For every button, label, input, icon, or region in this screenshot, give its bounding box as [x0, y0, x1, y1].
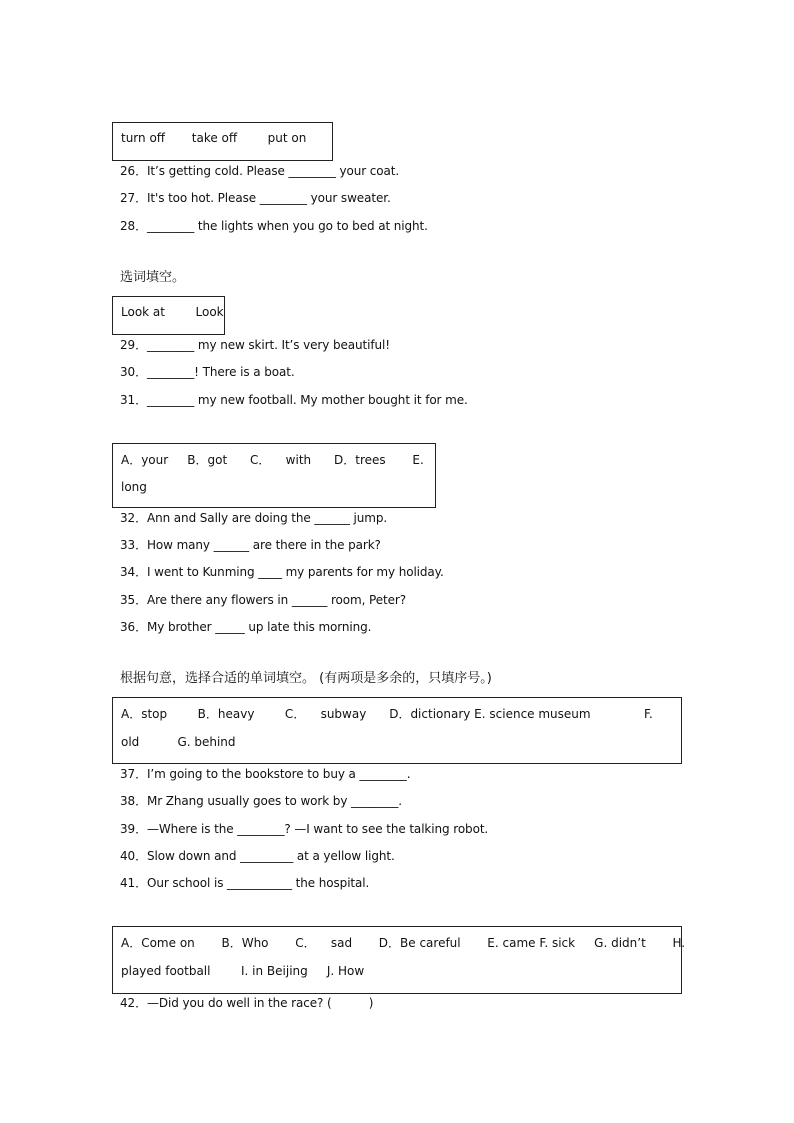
question-29: 29．________ my new skirt. It’s very beautiful!	[120, 338, 390, 352]
question-42: 42．—Did you do well in the race? ( )	[120, 996, 374, 1010]
question-37: 37．I’m going to the bookstore to buy a ________.	[120, 767, 411, 781]
question-39: 39．—Where is the ________? —I want to see the talking robot.	[120, 822, 489, 836]
question-26: 26．It’s getting cold. Please ________ your coat.	[120, 164, 400, 178]
question-28: 28．________ the lights when you go to bed at night.	[120, 219, 428, 233]
options-line-1: A．Come on B．Who C． sad D．Be careful E. came F. sick G. didn’t H.	[121, 936, 686, 950]
options-box-32-36	[112, 443, 436, 508]
word-box-text: turn off take off put on	[121, 131, 307, 145]
word-box-text: Look at Look	[121, 305, 224, 319]
options-line-1: A．stop B．heavy C． subway D．dictionary E. science museum F.	[121, 707, 653, 721]
question-33: 33．How many ______ are there in the park?	[120, 538, 381, 552]
question-38: 38．Mr Zhang usually goes to work by ________.	[120, 794, 402, 808]
question-41: 41．Our school is ___________ the hospital.	[120, 876, 370, 890]
question-30: 30．________! There is a boat.	[120, 365, 295, 379]
options-line-2: played football I. in Beijing J. How	[121, 964, 365, 978]
question-31: 31．________ my new football. My mother bought it for me.	[120, 393, 468, 407]
options-box-42	[112, 926, 686, 994]
question-32: 32．Ann and Sally are doing the ______ jump.	[120, 511, 388, 525]
word-box-phrasal-verbs	[112, 122, 333, 161]
options-box-37-41	[112, 697, 682, 764]
options-line-2: old G. behind	[121, 735, 236, 749]
options-line-2: long	[121, 480, 147, 494]
options-line-1: A．your B．got C． with D．trees E.	[121, 453, 424, 467]
word-box-look	[112, 296, 225, 335]
section-heading-choose-words: 选词填空。	[120, 270, 186, 285]
question-36: 36．My brother _____ up late this morning.	[120, 620, 372, 634]
section-heading-fill-blanks: 根据句意，选择合适的单词填空。 (有两项是多余的，只填序号。)	[120, 671, 492, 686]
question-35: 35．Are there any flowers in ______ room, Peter?	[120, 593, 407, 607]
question-34: 34．I went to Kunming ____ my parents for my holiday.	[120, 565, 444, 579]
question-27: 27．It's too hot. Please ________ your sweater.	[120, 191, 391, 205]
question-40: 40．Slow down and _________ at a yellow light.	[120, 849, 395, 863]
